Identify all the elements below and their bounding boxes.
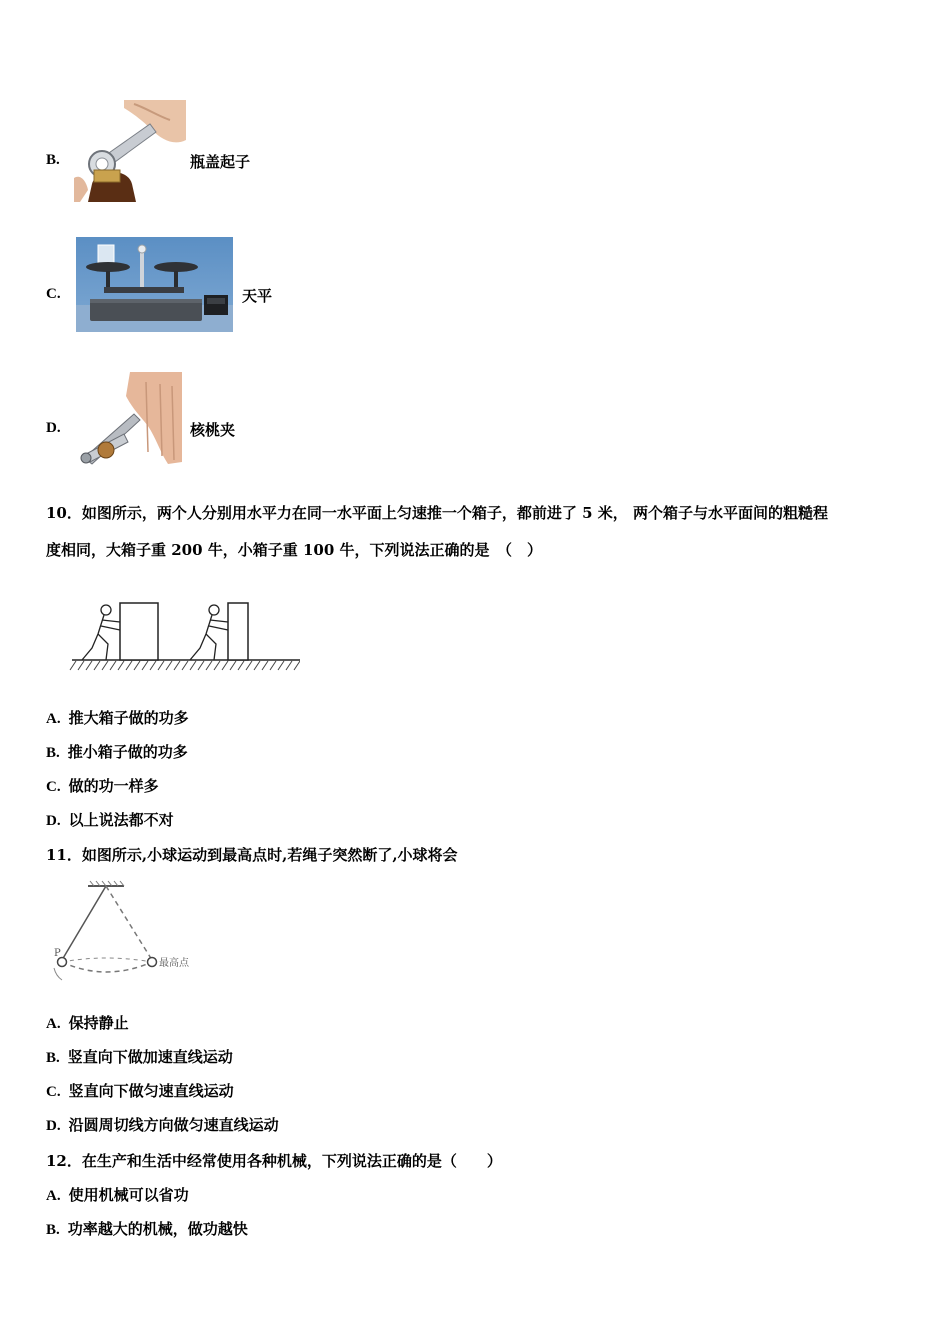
question-stem-line2: 度相同，大箱子重 200 牛，小箱子重 100 牛，下列说法正确的是 （ ） bbox=[46, 541, 543, 559]
option-a[interactable] bbox=[46, 1185, 189, 1206]
option-a[interactable] bbox=[46, 708, 189, 729]
option-label: 天平 bbox=[242, 287, 273, 305]
option-text: 推大箱子做的功多 bbox=[68, 709, 189, 727]
option-label: 核桃夹 bbox=[190, 421, 236, 439]
question-stem: 11．如图所示,小球运动到最高点时,若绳子突然断了,小球将会 bbox=[46, 846, 458, 864]
option-letter: A. bbox=[46, 1016, 61, 1032]
option-b[interactable] bbox=[46, 1219, 248, 1240]
option-text: 使用机械可以省功 bbox=[68, 1186, 189, 1204]
option-b[interactable] bbox=[46, 1047, 233, 1068]
option-text: 保持静止 bbox=[68, 1014, 129, 1032]
question-stem: 12．在生产和生活中经常使用各种机械，下列说法正确的是（ ） bbox=[46, 1152, 502, 1170]
option-letter: B. bbox=[46, 745, 60, 761]
option-letter: C. bbox=[46, 286, 61, 302]
option-text: 做的功一样多 bbox=[68, 777, 159, 795]
option-letter: D. bbox=[46, 813, 61, 829]
option-letter: C. bbox=[46, 779, 61, 795]
highest-point-label: 最高点 bbox=[159, 958, 189, 969]
option-text: 推小箱子做的功多 bbox=[67, 743, 188, 761]
option-letter: C. bbox=[46, 1084, 61, 1100]
option-d[interactable] bbox=[46, 810, 174, 831]
option-a[interactable] bbox=[46, 1013, 129, 1034]
pendulum-diagram-icon bbox=[48, 880, 198, 988]
option-letter: B. bbox=[46, 1050, 60, 1066]
option-text: 竖直向下做加速直线运动 bbox=[67, 1048, 233, 1066]
balance-scale-photo-icon bbox=[76, 237, 233, 332]
option-d[interactable] bbox=[46, 1115, 279, 1136]
option-c[interactable] bbox=[46, 776, 159, 797]
option-text: 功率越大的机械，做功越快 bbox=[67, 1220, 248, 1238]
option-letter: D. bbox=[46, 1118, 61, 1134]
option-letter: D. bbox=[46, 420, 61, 436]
option-b[interactable] bbox=[46, 742, 188, 763]
option-text: 竖直向下做匀速直线运动 bbox=[68, 1082, 234, 1100]
bottle-opener-photo-icon bbox=[74, 100, 186, 202]
option-letter: B. bbox=[46, 152, 60, 168]
option-c[interactable] bbox=[46, 1081, 234, 1102]
people-pushing-boxes-diagram-icon bbox=[68, 598, 300, 676]
question-stem-line1: 10．如图所示，两个人分别用水平力在同一水平面上匀速推一个箱子，都前进了 5 米， 两个箱子与水平面间的粗糙程 bbox=[46, 504, 828, 522]
option-letter: A. bbox=[46, 1188, 61, 1204]
option-label: 瓶盖起子 bbox=[190, 153, 251, 171]
nutcracker-photo-icon bbox=[76, 372, 182, 468]
option-letter: B. bbox=[46, 1222, 60, 1238]
option-letter: A. bbox=[46, 711, 61, 727]
option-text: 沿圆周切线方向做匀速直线运动 bbox=[68, 1116, 279, 1134]
point-p-label: P bbox=[54, 948, 61, 959]
option-text: 以上说法都不对 bbox=[68, 811, 174, 829]
